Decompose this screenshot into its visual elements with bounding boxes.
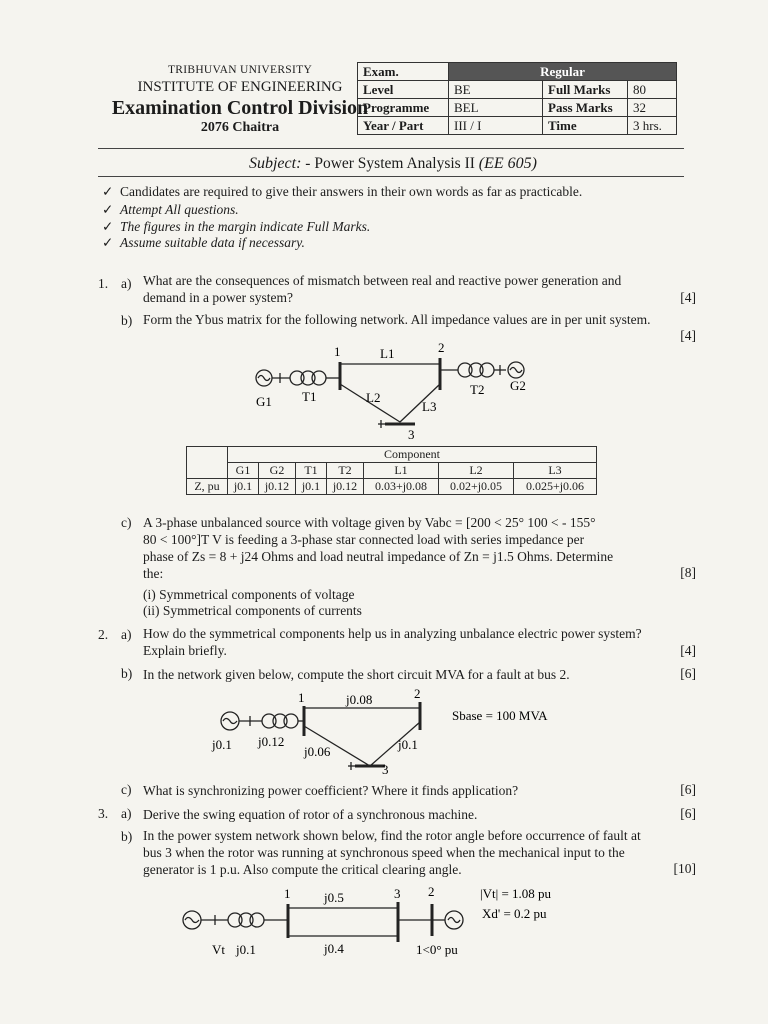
xd-label: Xd' = 0.2 pu: [482, 906, 547, 921]
z12-label: j0.08: [346, 692, 373, 707]
table-cell: j0.1: [228, 479, 259, 495]
exam-type-value: Regular: [449, 63, 677, 81]
pass-marks-value: 32: [628, 99, 677, 117]
part-label: c): [121, 782, 132, 797]
q1b-text: Form the Ybus matrix for the following network. All impedance values are in per unit system.: [143, 312, 651, 327]
q1c-line3: phase of Zs = 8 + j24 Ohms and load neutral impedance of Zn = j1.5 Ohms. Determine: [143, 549, 614, 564]
col-header: L3: [514, 463, 597, 479]
part-label: a): [121, 627, 132, 642]
q1c-line1: A 3-phase unbalanced source with voltage given by Vabc = [200 < 25° 100 < - 155°: [143, 515, 596, 530]
network-diagram-2: [200, 686, 600, 776]
bus-3-label: 3: [382, 762, 389, 776]
exam-label: Exam.: [358, 63, 449, 81]
line-l3-label: L3: [422, 399, 437, 414]
z-top-label: j0.5: [324, 890, 344, 905]
bus-1-label: 1: [334, 344, 341, 359]
line-l1-label: L1: [380, 346, 395, 361]
q3a-text: Derive the swing equation of rotor of a synchronous machine.: [143, 807, 478, 822]
q1c-i: (i) Symmetrical components of voltage: [143, 587, 355, 602]
bus-2-label: 2: [414, 686, 421, 701]
gen-g2-label: G2: [510, 378, 526, 393]
level-value: BE: [449, 81, 543, 99]
bus-1-label: 1: [298, 690, 305, 705]
col-header: T2: [327, 463, 364, 479]
zt-label: j0.1: [236, 942, 256, 957]
part-label: b): [121, 666, 133, 681]
q1a-marks: [4]: [680, 290, 696, 305]
col-header: L1: [364, 463, 439, 479]
question-number: 1.: [98, 276, 109, 291]
table-cell: j0.12: [259, 479, 296, 495]
q2c-marks: [6]: [680, 782, 696, 797]
col-header: G1: [228, 463, 259, 479]
bus-3-label: 3: [408, 427, 415, 442]
q1c-marks: [8]: [680, 565, 696, 580]
question-number: 3.: [98, 806, 109, 821]
line-l2-label: L2: [366, 390, 381, 405]
divider-top: [98, 148, 684, 149]
institute-name: INSTITUTE OF ENGINEERING: [137, 79, 343, 95]
full-marks-label: Full Marks: [543, 81, 628, 99]
trans-t2-label: T2: [470, 382, 485, 397]
z23-label: j0.1: [398, 737, 418, 752]
divider-bottom: [98, 176, 684, 177]
gen-g1-label: G1: [256, 394, 272, 409]
q1a-text: What are the consequences of mismatch between real and reactive power generation and demand in a power system?: [143, 273, 622, 305]
network-diagram-3: [170, 880, 610, 960]
subject-code: (EE 605): [478, 155, 537, 172]
question-number: 2.: [98, 627, 109, 642]
programme-label: Programme: [358, 99, 449, 117]
q2c-text: What is synchronizing power coefficient? Where it finds application?: [143, 783, 519, 798]
col-header: G2: [259, 463, 296, 479]
exam-session: 2076 Chaitra: [200, 120, 280, 135]
instruction-4: ✓ Assume suitable data if necessary.: [102, 235, 305, 250]
q1c-line4: the:: [143, 566, 164, 581]
q1c-line2: 80 < 100°]T V is feeding a 3-phase star connected load with series impedance per: [143, 532, 585, 547]
part-label: c): [121, 515, 132, 530]
network-diagram-1: [240, 340, 560, 445]
subject-label: Subject:: [248, 155, 302, 172]
bus-1-label: 1: [284, 886, 291, 901]
part-label: a): [121, 806, 132, 821]
col-header: T1: [296, 463, 327, 479]
subject-line: [100, 155, 686, 173]
bus-3-label: 3: [394, 886, 401, 901]
vt-magnitude-label: |Vt| = 1.08 pu: [480, 886, 552, 901]
bus-2-label: 2: [438, 340, 445, 355]
z-bot-label: j0.4: [324, 941, 344, 956]
university-name: TRIBHUVAN UNIVERSITY: [167, 64, 313, 76]
full-marks-value: 80: [628, 81, 677, 99]
check-icon: ✓: [102, 184, 114, 199]
trans-impedance-label: j0.12: [258, 734, 285, 749]
instruction-1: ✓ Candidates are required to give their answers in their own words as far as practicable.: [102, 184, 583, 199]
vt-label: Vt: [212, 942, 225, 957]
time-value: 3 hrs.: [628, 117, 677, 135]
q2b-marks: [6]: [680, 666, 696, 681]
check-icon: ✓: [102, 202, 114, 217]
table-cell: 0.02+j0.05: [439, 479, 514, 495]
table-cell: j0.12: [327, 479, 364, 495]
q3a-marks: [6]: [680, 806, 696, 821]
instruction-3: ✓ The figures in the margin indicate Full Marks.: [102, 219, 371, 234]
part-label: a): [121, 276, 132, 291]
check-icon: ✓: [102, 219, 114, 234]
q2a-marks: [4]: [680, 643, 696, 658]
q2b-text: In the network given below, compute the short circuit MVA for a fault at bus 2.: [143, 667, 570, 682]
level-label: Level: [358, 81, 449, 99]
exam-info-table: [357, 62, 677, 135]
programme-value: BEL: [449, 99, 543, 117]
part-label: b): [121, 829, 133, 844]
q1c-ii: (ii) Symmetrical components of currents: [143, 603, 362, 618]
q1b-marks: [4]: [680, 328, 696, 343]
table-cell: 0.03+j0.08: [364, 479, 439, 495]
z13-label: j0.06: [304, 744, 331, 759]
q2a-text: How do the symmetrical components help us in analyzing unbalance electric power system? Explain briefly.: [143, 626, 642, 658]
q3b-text: In the power system network shown below, find the rotor angle before occurrence of fault at bus 3 when the rotor was running at synchronous speed when the mechanical input to the generator is 1 p.u. Also compute the critical clearing angle.: [143, 828, 641, 877]
year-part-label: Year / Part: [358, 117, 449, 135]
bus-2-label: 2: [428, 884, 435, 899]
gen-impedance-label: j0.1: [212, 737, 232, 752]
part-label: b): [121, 313, 133, 328]
table-cell: 0.025+j0.06: [514, 479, 597, 495]
infinite-bus-label: 1<0° pu: [416, 942, 458, 957]
instruction-2: ✓ Attempt All questions.: [102, 202, 239, 217]
division-name: Examination Control Division: [111, 97, 369, 119]
subject-name: - Power System Analysis II: [305, 155, 475, 172]
impedance-table: [186, 446, 597, 495]
check-icon: ✓: [102, 235, 114, 250]
year-part-value: III / I: [449, 117, 543, 135]
row-label: Z, pu: [187, 479, 228, 495]
q3b-marks: [10]: [673, 861, 696, 876]
time-label: Time: [543, 117, 628, 135]
sbase-label: Sbase = 100 MVA: [452, 708, 548, 723]
pass-marks-label: Pass Marks: [543, 99, 628, 117]
component-header: Component: [228, 447, 597, 463]
table-cell: j0.1: [296, 479, 327, 495]
trans-t1-label: T1: [302, 389, 317, 404]
col-header: L2: [439, 463, 514, 479]
